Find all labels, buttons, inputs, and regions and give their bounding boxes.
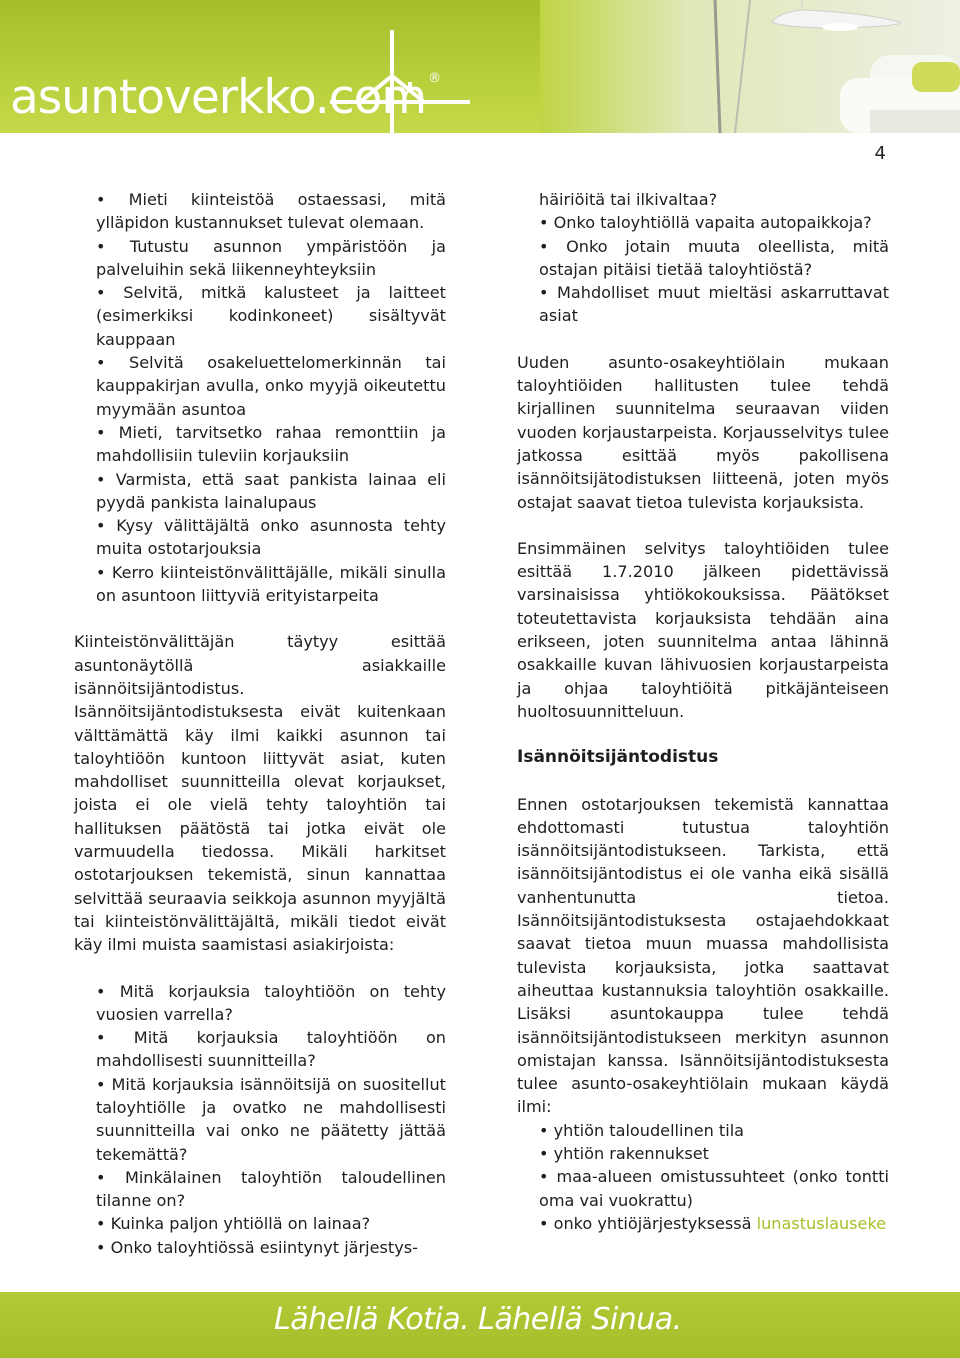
list-item-text: • onko yhtiöjärjestyksessä [539, 1213, 757, 1233]
sofa-lamp-photo [540, 0, 960, 133]
left-column [74, 188, 446, 1259]
crosshair-house-icon [330, 30, 470, 133]
body-paragraph: Ennen ostotarjouksen tekemistä kannattaa ehdottomasti tutustua taloyhtiön isännöitsijäntodistukseen. Tarkista, että isännöitsijäntodistus ei ole vanha eikä sisällä vanhentunutta tietoa. Isännöitsijäntodistuksesta ostajaehdokkaat saavat tietoa muun muassa mahdollisista tulevista korjauksista, jotka saattavat aiheuttaa kustannuksia taloyhtiön osakkaille. Lisäksi asuntokauppa tulee tehdä isännöitsijäntodistukseen merkityn asunnon omistajan kanssa. Isännöitsijäntodistuksesta tulee asunto-osakeyhtiölain mukaan käydä ilmi: [517, 794, 889, 1117]
list-item: • Onko jotain muuta oleellista, mitä ostajan pitäisi tietää taloyhtiöstä? [539, 236, 889, 279]
list-item: • Selvitä, mitkä kalusteet ja laitteet (esimerkiksi kodinkoneet) sisältyvät kauppaan [96, 283, 446, 349]
body-paragraph: Ensimmäinen selvitys taloyhtiöiden tulee esittää 1.7.2010 jälkeen pidettävissä varsinaisissa yhtiökokouksissa. Päätökset toteutettavista korjauksista tehdään aina erikseen, joten suunnitelma antaa lähinnä osakkaille kuvan lähivuosien korjaustarpeista ja ohjaa taloyhtiöitä pitkäjänteiseen huoltosuunnitteluun. [517, 538, 889, 721]
list-item: • Selvitä osakeluettelomerkinnän tai kauppakirjan avulla, onko myyjä oikeutettu myymään asuntoa [96, 353, 446, 419]
logo-text: asuntoverkko [10, 70, 315, 125]
list-item: • yhtiön rakennukset [539, 1143, 709, 1163]
list-item: • Mieti kiinteistöä ostaessasi, mitä ylläpidon kustannukset tulevat olemaan. [96, 190, 446, 233]
list-item: • Onko taloyhtiöllä vapaita autopaikkoja? [539, 213, 872, 233]
certificate-contents-list [517, 1119, 889, 1235]
header-banner [0, 0, 960, 133]
checklist-before-buying [74, 188, 446, 607]
list-item: • Mitä korjauksia taloyhtiöön on mahdollisesti suunnitteilla? [96, 1028, 446, 1071]
logo-tld: .com [314, 70, 427, 125]
questions-list-continued [517, 188, 889, 328]
list-item: • Kerro kiinteistönvälittäjälle, mikäli sinulla on asuntoon liittyviä erityistarpeita [96, 562, 446, 606]
list-item: • Kuinka paljon yhtiöllä on lainaa? [96, 1214, 371, 1234]
questions-list [74, 980, 446, 1260]
list-item: häiriöitä tai ilkivaltaa? [539, 190, 718, 209]
list-item: • Onko taloyhtiössä esiintynyt järjestys- [96, 1237, 418, 1257]
section-heading: Isännöitsijäntodistus [517, 747, 719, 768]
body-paragraph: Kiinteistönvälittäjän täytyy esittää asuntonäytöllä asiakkaille isännöitsijäntodistus. Isännöitsijäntodistuksesta eivät kuitenkaan välttämättä käy ilmi kaikki asunnon tai taloyhtiöön kuntoon liittyvät asiat, kuten mahdolliset suunnitteilla olevat korjaukset, joista ei ole vielä tehty taloyhtiön tai hallituksen päätöstä tai jotka eivät ole varmuudella tiedossa. Mikäli harkitset ostotarjouksen tekemistä, sinun kannattaa selvittää seuraavia seikkoja asunnon myyjältä tai kiinteistönvälittäjältä, mikäli tiedot eivät käy ilmi muista saamistasi asiakirjoista: [74, 632, 446, 955]
page-number: 4 [874, 143, 886, 164]
list-item: • maa-alueen omistussuhteet (onko tontti oma vai vuokrattu) [539, 1167, 889, 1210]
footer-banner [0, 1292, 960, 1358]
body-paragraph: Uuden asunto-osakeyhtiölain mukaan taloyhtiöiden hallitusten tulee tehdä kirjallinen suunnitelma seuraavan viiden vuoden korjaustarpeista. Korjausselvitys tulee jatkossa esittää myös pakollisena isännöitsijätodistuksen liitteenä, joten myös ostajat saavat tietoa tulevista korjauksista. [517, 352, 889, 512]
footer-slogan: Lähellä Kotia. Lähellä Sinua. [274, 1302, 682, 1337]
list-item: • Mitä korjauksia isännöitsijä on suositellut taloyhtiölle ja ovatko ne mahdollisesti suunnitteilla vai onko ne päätetty jättää tekemättä? [96, 1074, 446, 1164]
list-item: • Mieti, tarvitsetko rahaa remonttiin ja mahdollisiin tuleviin korjauksiin [96, 422, 446, 466]
list-item: • Mahdolliset muut mieltäsi askarruttavat asiat [539, 283, 889, 326]
list-item: • Varmista, että saat pankista lainaa eli pyydä pankista lainalupaus [96, 469, 446, 512]
list-item: • Minkälainen taloyhtiön taloudellinen tilanne on? [96, 1167, 446, 1211]
list-item: • yhtiön taloudellinen tila [539, 1120, 745, 1140]
redemption-clause-link[interactable]: lunastuslauseke [756, 1213, 887, 1233]
list-item: • Tutustu asunnon ympäristöön ja palveluihin sekä liikenneyhteyksiin [96, 236, 446, 279]
registered-mark: ® [428, 71, 441, 86]
right-column [517, 188, 889, 1235]
list-item: • Kysy välittäjältä onko asunnosta tehty muita ostotarjouksia [96, 516, 446, 559]
list-item [539, 1212, 889, 1235]
list-item: • Mitä korjauksia taloyhtiöön on tehty vuosien varrella? [96, 981, 446, 1024]
